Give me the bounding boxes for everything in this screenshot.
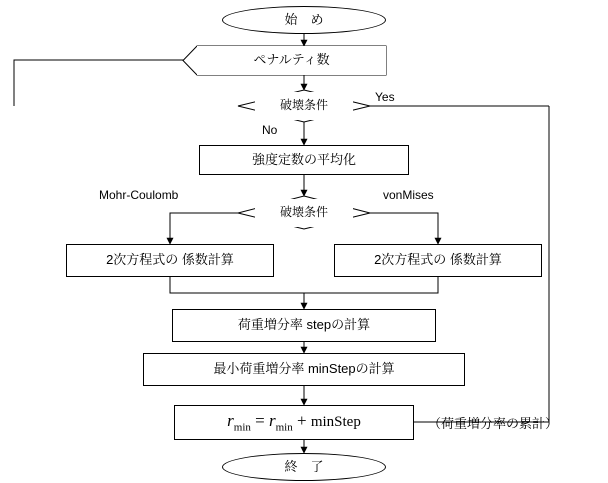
eq-lhs-sub: min xyxy=(233,421,251,434)
node-failure-check-1-label: 破壊条件 xyxy=(279,98,328,113)
node-coeff-left[interactable] xyxy=(66,244,274,277)
node-start-label: 始 め xyxy=(284,11,324,27)
node-step-calc-label: 荷重増分率 stepの計算 xyxy=(237,317,371,333)
node-coeff-right-label: 2次方程式の 係数計算 xyxy=(374,252,502,268)
node-failure-check-1[interactable] xyxy=(255,92,353,120)
node-accumulate-equation xyxy=(227,412,361,433)
node-end-label: 終 了 xyxy=(284,458,324,474)
node-accumulate[interactable] xyxy=(174,405,414,440)
eq-rhs-term: minStep xyxy=(310,413,361,430)
node-coeff-right[interactable] xyxy=(334,244,542,277)
eq-rhs-var: r xyxy=(268,410,276,430)
node-failure-check-2[interactable] xyxy=(255,199,353,227)
edge-label-von-mises: vonMises xyxy=(383,188,434,202)
node-minstep-calc[interactable] xyxy=(143,353,465,386)
node-average[interactable] xyxy=(199,145,409,175)
node-penalty[interactable] xyxy=(197,46,386,75)
eq-plus: + xyxy=(296,410,307,430)
node-step-calc[interactable] xyxy=(172,309,436,342)
node-end[interactable] xyxy=(222,453,386,481)
annotation-accumulate-note: （荷重増分率の累計） xyxy=(428,416,559,431)
edge-label-yes: Yes xyxy=(375,90,395,104)
node-coeff-left-label: 2次方程式の 係数計算 xyxy=(106,252,234,268)
eq-operator: = xyxy=(255,410,265,430)
eq-lhs-var: r xyxy=(227,410,234,430)
node-penalty-label: ペナルティ数 xyxy=(253,52,330,68)
edge-label-no: No xyxy=(262,123,278,137)
node-minstep-calc-label: 最小荷重増分率 minStepの計算 xyxy=(213,361,395,377)
edge-label-mohr-coulomb: Mohr-Coulomb xyxy=(99,188,179,202)
eq-rhs-sub: min xyxy=(275,421,293,434)
node-failure-check-2-label: 破壊条件 xyxy=(279,205,328,220)
node-average-label: 強度定数の平均化 xyxy=(251,151,356,167)
